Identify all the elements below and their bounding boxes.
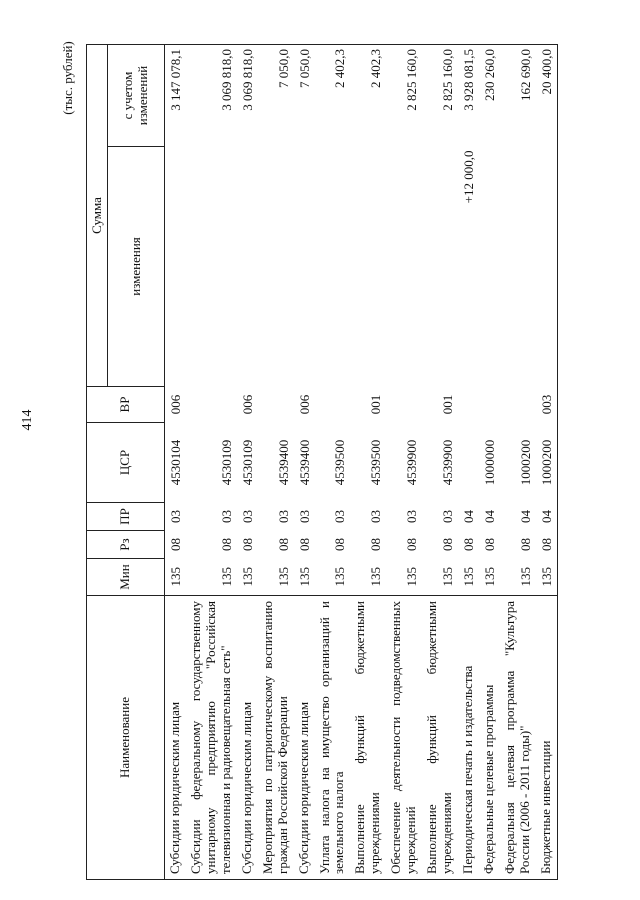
budget-table	[86, 44, 558, 880]
row-vr	[386, 387, 422, 423]
header-name: Наименование	[87, 596, 165, 880]
row-pr: 03	[296, 510, 312, 523]
row-rz: 08	[404, 538, 420, 551]
row-vr	[458, 387, 479, 423]
row-pr: 03	[239, 510, 255, 523]
row-min: 135	[296, 567, 312, 587]
table-row	[315, 45, 351, 880]
row-pr: 03	[218, 510, 234, 523]
row-min: 135	[275, 567, 291, 587]
header-sum: Сумма	[87, 45, 108, 387]
row-csr	[458, 423, 479, 503]
table-row	[386, 45, 422, 880]
row-rz: 08	[332, 538, 348, 551]
row-rz: 08	[275, 538, 291, 551]
row-csr: 1000200	[517, 439, 533, 486]
row-min: 135	[168, 567, 183, 587]
row-rz: 08	[461, 538, 476, 551]
row-csr: 4539900	[440, 439, 456, 486]
row-min: 135	[481, 567, 497, 587]
row-total: 162 690,0	[500, 45, 536, 147]
row-pr: 03	[168, 510, 183, 523]
row-rz: 08	[481, 538, 497, 551]
header-pr: ПР	[87, 503, 165, 531]
row-changes	[186, 147, 237, 387]
row-name: Субсидии юридическим лицам	[165, 596, 186, 880]
row-total: 3 069 818,0	[186, 45, 237, 147]
row-changes	[500, 147, 536, 387]
row-vr	[186, 387, 237, 423]
row-min: 135	[404, 567, 420, 587]
table-row	[258, 45, 294, 880]
row-total: 2 825 160,0	[422, 45, 458, 147]
row-csr: 4539400	[296, 439, 312, 486]
row-rz: 08	[296, 538, 312, 551]
row-vr: 006	[296, 394, 312, 415]
row-changes	[237, 147, 258, 387]
row-vr: 003	[536, 387, 557, 423]
row-changes	[315, 147, 351, 387]
row-min: 135	[440, 567, 456, 587]
row-min: 135	[461, 567, 476, 587]
row-pr: 03	[368, 510, 384, 523]
row-csr: 4539500	[368, 439, 384, 486]
row-total: 2 825 160,0	[386, 45, 422, 147]
row-changes	[479, 147, 500, 387]
row-rz: 08	[239, 538, 255, 551]
row-name: Периодическая печать и издательства	[458, 596, 479, 880]
table-body	[165, 45, 558, 880]
row-total: 2 402,3	[315, 45, 351, 147]
unit-label: (тыс. рублей)	[60, 41, 75, 115]
row-csr: 1000200	[536, 423, 557, 503]
page-number: 414	[20, 409, 35, 431]
header-changes: изменения	[108, 147, 165, 387]
row-name: Бюджетные инвестиции	[536, 596, 557, 880]
row-pr: 03	[404, 510, 420, 523]
table-row	[294, 45, 315, 880]
row-min: 135	[368, 567, 384, 587]
table-header	[87, 45, 165, 880]
table-row	[422, 45, 458, 880]
row-vr: 006	[168, 394, 183, 415]
header-vr: ВР	[87, 387, 165, 423]
row-changes	[165, 147, 186, 387]
row-name: Федеральные целевые программы	[479, 596, 500, 880]
row-min: 135	[536, 559, 557, 596]
table-row	[500, 45, 536, 880]
row-pr: 04	[481, 510, 497, 523]
row-pr: 03	[275, 510, 291, 523]
row-pr: 04	[536, 503, 557, 531]
row-vr	[315, 387, 351, 423]
row-total: 7 050,0	[258, 45, 294, 147]
table-row	[458, 45, 479, 880]
row-changes	[422, 147, 458, 387]
row-name: Субсидии федеральному государственному унитарному предприятию "Российская телевизионная и радиовещательная сеть"	[186, 596, 237, 880]
budget-table-container	[86, 45, 612, 880]
row-vr: 001	[368, 394, 384, 415]
row-total: 230 260,0	[479, 45, 500, 147]
table-row	[350, 45, 386, 880]
row-pr: 03	[332, 510, 348, 523]
row-name: Уплата налога на имущество организаций и земельного налога	[315, 596, 351, 880]
row-vr	[479, 387, 500, 423]
table-row	[536, 45, 557, 880]
row-total: 3 928 081,5	[458, 45, 479, 147]
row-changes	[386, 147, 422, 387]
row-changes	[536, 147, 557, 387]
row-total: 3 147 078,1	[165, 45, 186, 147]
row-vr: 001	[440, 394, 456, 415]
row-changes	[294, 147, 315, 387]
header-min: Мин	[87, 559, 165, 596]
row-vr: 006	[239, 394, 255, 415]
row-total: 3 069 818,0	[237, 45, 258, 147]
row-total: 7 050,0	[294, 45, 315, 147]
row-min: 135	[517, 567, 533, 587]
row-min: 135	[218, 567, 234, 587]
row-csr: 4530109	[239, 439, 255, 486]
table-row	[186, 45, 237, 880]
header-csr: ЦСР	[87, 423, 165, 503]
row-rz: 08	[517, 538, 533, 551]
row-name: Субсидии юридическим лицам	[237, 596, 258, 880]
header-rz: Рз	[87, 531, 165, 559]
row-vr	[500, 387, 536, 423]
row-csr: 4530109	[218, 439, 234, 486]
row-total: 20 400,0	[536, 45, 557, 147]
header-with-changes: с учетом изменений	[108, 45, 165, 147]
table-row	[165, 45, 186, 880]
row-changes	[350, 147, 386, 387]
row-rz: 08	[168, 538, 183, 551]
row-vr	[258, 387, 294, 423]
row-name: Обеспечение деятельности подведомственных учреждений	[386, 596, 422, 880]
row-name: Федеральная целевая программа "Культура России (2006 - 2011 годы)"	[500, 596, 536, 880]
row-name: Мероприятия по патриотическому воспитанию граждан Российской Федерации	[258, 596, 294, 880]
row-rz: 08	[368, 538, 384, 551]
row-changes	[258, 147, 294, 387]
row-name: Выполнение функций бюджетными учреждениями	[350, 596, 386, 880]
table-row	[479, 45, 500, 880]
row-total: 2 402,3	[350, 45, 386, 147]
row-pr: 04	[517, 510, 533, 523]
row-name: Субсидии юридическим лицам	[294, 596, 315, 880]
row-changes: +12 000,0	[461, 150, 476, 204]
row-rz: 08	[536, 531, 557, 559]
row-csr: 4539500	[332, 439, 348, 486]
row-rz: 08	[218, 538, 234, 551]
row-min: 135	[332, 567, 348, 587]
row-csr: 4539400	[275, 439, 291, 486]
row-rz: 08	[440, 538, 456, 551]
row-name: Выполнение функций бюджетными учреждениями	[422, 596, 458, 880]
table-row	[237, 45, 258, 880]
row-pr: 03	[440, 510, 456, 523]
row-csr: 4539900	[404, 439, 420, 486]
row-pr: 04	[461, 510, 476, 523]
row-csr: 4530104	[168, 439, 183, 486]
row-csr: 1000000	[481, 439, 497, 486]
row-min: 135	[239, 567, 255, 587]
